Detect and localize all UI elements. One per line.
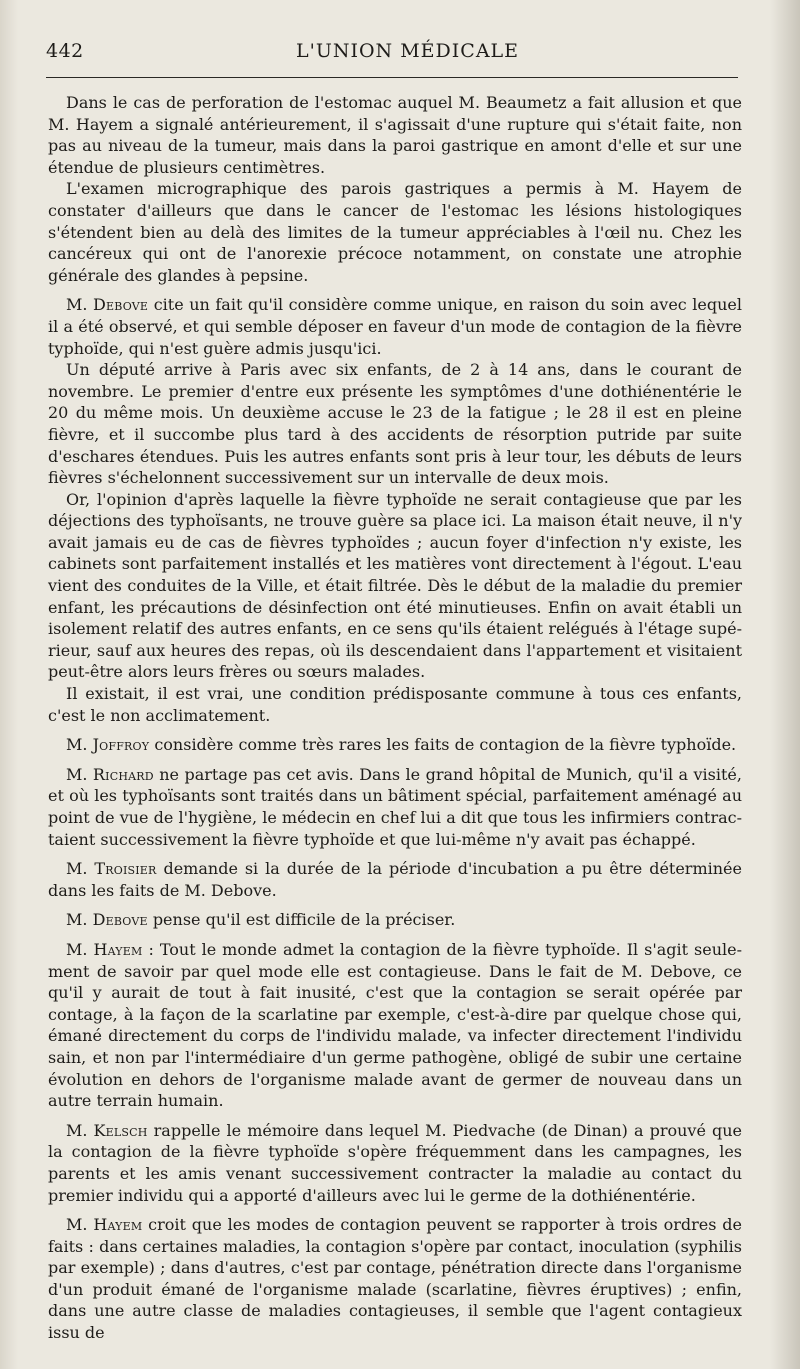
speaker-paragraph <box>48 939 742 1112</box>
speaker-name: Kelsch <box>93 1120 148 1140</box>
speaker-paragraph <box>48 1214 742 1344</box>
paragraph <box>48 178 742 286</box>
speaker-paragraph <box>48 858 742 901</box>
paragraph-text: Un député arrive à Paris avec six enfants, de 2 à 14 ans, dans le courant de novembre. Le premier d'entre eux présente les symptômes d'une dothiénentérie le 20 du même mois. Un deuxième accuse le 23 de la fatigue ; le 28 il est en pleine fièvre, et il succombe plus tard à des accidents de résorption putride par suite d'eschares étendues. Puis les autres enfants sont pris à leur tour, les débuts de leurs fièvres s'échelonnent successivement sur un intervalle de deux mois. <box>48 360 742 488</box>
speaker-name: Joffroy <box>92 735 150 755</box>
paragraph-text: croit que les modes de contagion peuvent se rapporter à trois ordres de faits : dans certaines maladies, la contagion s'opère par contact, inoculation (syphilis par exemple) ; dans d'autres, c'est par contage, pénétration directe dans l'organisme d'un produit émané de l'organisme malade (scarlatine, fièvres éruptives) ; enfin, dans une autre classe de maladies contagieuses, il semble que l'agent contagieux issu de <box>48 1215 742 1343</box>
paragraph <box>48 359 742 489</box>
speaker-name: Richard <box>92 764 154 784</box>
speaker-paragraph <box>48 294 742 359</box>
speaker-prefix: M. <box>66 859 95 879</box>
article-body <box>48 92 742 1344</box>
running-title: L'UNION MÉDICALE <box>296 40 520 62</box>
speaker-name: Debove <box>92 910 148 930</box>
paragraph-text: rappelle le mémoire dans lequel M. Piedvache (de Dinan) a prouvé que la contagion de la fièvre typhoïde s'opère fréquemment dans les campagnes, les parents et les amis venant successivement contracter la maladie au contact du premier individu qui a apporté d'ailleurs avec lui le germe de la dothiénentérie. <box>48 1120 742 1205</box>
speaker-paragraph <box>48 734 742 756</box>
speaker-prefix: M. <box>66 1215 94 1235</box>
paragraph-text: pense qu'il est difficile de la préciser. <box>152 910 456 930</box>
speaker-name: Troisier <box>94 859 157 879</box>
speaker-prefix: M. <box>66 764 93 784</box>
paragraph <box>48 683 742 726</box>
speaker-name: Hayem <box>93 939 143 959</box>
paragraph <box>48 489 742 683</box>
paragraph-text: L'examen micrographique des parois gastriques a permis à M. Hayem de constater d'ailleurs que dans le cancer de l'estomac les lésions histologiques s'étendent bien au delà des limites de la tumeur appréciables à l'œil nu. Chez les cancéreux qui ont de l'anorexie précoce notamment, on constate une atrophie générale des glandes à pepsine. <box>48 179 742 285</box>
paragraph <box>48 92 742 178</box>
paragraph-text: ne partage pas cet avis. Dans le grand hôpital de Munich, qu'il a visité, et où les typhoïsants sont traités dans un bâtiment spécial, parfaitement aménagé au point de vue de l'hygiène, le médecin en chef lui a dit que tous les infirmiers contractaient successivement la fièvre typhoïde et que lui-même n'y avait pas échappé. <box>48 764 742 849</box>
paragraph-text: cite un fait qu'il considère comme unique, en raison du soin avec lequel il a été observé, et qui semble déposer en faveur d'un mode de contagion de la fièvre typhoïde, qui n'est guère admis jusqu'ici. <box>48 295 743 358</box>
paragraph-text: Or, l'opinion d'après laquelle la fièvre typhoïde ne serait contagieuse que par les déjections des typhoïsants, ne trouve guère sa place ici. La maison était neuve, il n'y avait jamais eu de cas de fièvres typhoïdes ; aucun foyer d'infection n'y existe, les cabinets sont parfaitement installés et les matières vont directement à l'égout. L'eau vient des conduites de la Ville, et était filtrée. Dès le début de la maladie du premier enfant, les précautions de désinfection ont été minutieuses. Enfin on avait établi un isolement relatif des autres enfants, en ce sens qu'ils étaient relégués à l'étage supérieur, sauf aux heures des repas, où ils descendaient dans l'appartement et visitaient peut-être alors leurs frères ou sœurs malades. <box>48 489 742 682</box>
paragraph-text: Dans le cas de perforation de l'estomac auquel M. Beaumetz a fait allusion et que M. Hayem a signalé antérieurement, il s'agissait d'une rupture qui s'était faite, non pas au niveau de la tumeur, mais dans la paroi gastrique en amont d'elle et sur une étendue de plusieurs centimètres. <box>48 93 742 177</box>
speaker-paragraph <box>48 909 742 931</box>
paragraph-text: : Tout le monde admet la contagion de la fièvre typhoïde. Il s'agit seulement de savoir par quel mode elle est contagieuse. Dans le fait de M. Debove, ce qu'il y aurait de tout à fait inusité, c'est que la contagion se serait opérée par contage, à la façon de la scarlatine par exemple, c'est-à-dire par quelque chose qui, émané directement du corps de l'individu malade, va infecter directement l'individu sain, et non par l'intermédiaire d'un germe pathogène, obligé de subir une certaine évolution en dehors de l'organisme malade avant de germer de nouveau dans un autre terrain humain. <box>48 939 742 1111</box>
paragraph-text: demande si la durée de la période d'incubation a pu être déterminée dans les faits de M. Debove. <box>48 859 742 900</box>
speaker-paragraph <box>48 764 742 850</box>
speaker-name: Hayem <box>93 1215 143 1235</box>
speaker-prefix: M. <box>66 1120 94 1140</box>
speaker-paragraph <box>48 1120 742 1206</box>
speaker-prefix: M. <box>66 910 93 930</box>
paragraph-text: considère comme très rares les faits de contagion de la fièvre typhoïde. <box>154 735 737 755</box>
speaker-prefix: M. <box>66 735 93 755</box>
speaker-name: Debove <box>93 295 149 315</box>
speaker-prefix: M. <box>66 939 94 959</box>
header-rule <box>46 77 738 78</box>
page-header <box>46 40 746 70</box>
paragraph-text: Il existait, il est vrai, une condition prédisposante commune à tous ces enfants, c'est le non acclimatement. <box>48 684 742 725</box>
speaker-prefix: M. <box>66 295 94 315</box>
page-number: 442 <box>46 40 84 62</box>
